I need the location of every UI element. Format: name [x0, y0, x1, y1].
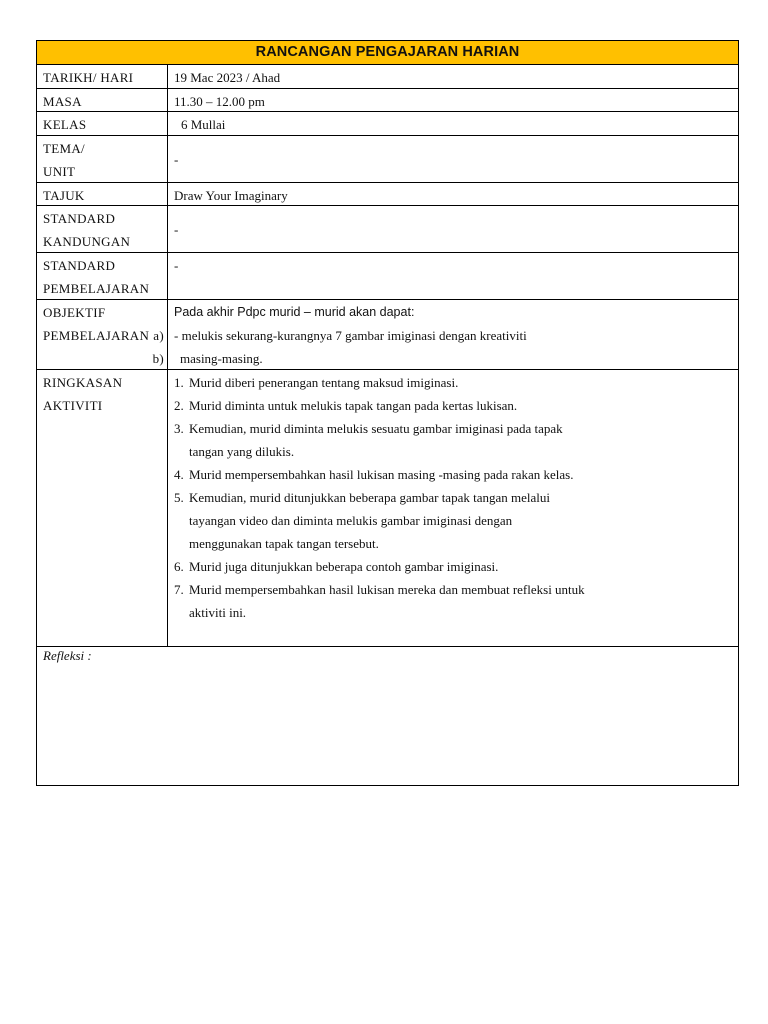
- row-masa: [37, 89, 738, 112]
- objektif-label-line-1: OBJEKTIF: [43, 305, 106, 320]
- activity-step-number: 3.: [174, 421, 184, 436]
- tema-label-line-2: UNIT: [43, 164, 76, 179]
- activity-step-line: [174, 417, 738, 440]
- activity-step-line: [174, 440, 738, 463]
- ringkasan-label-line-1: RINGKASAN: [43, 375, 123, 390]
- row-standard-kandungan: [37, 206, 738, 253]
- row-standard-pembelajaran: [37, 253, 738, 300]
- activity-steps-list: [174, 371, 738, 624]
- lesson-plan-table: [36, 40, 739, 786]
- standard-pembelajaran-label-line-2: PEMBELAJARAN: [43, 281, 150, 296]
- tajuk-value: Draw Your Imaginary: [174, 188, 288, 203]
- activity-step-number: 5.: [174, 490, 184, 505]
- row-tema: [37, 136, 738, 183]
- ringkasan-label: [37, 370, 168, 646]
- activity-step-number: [174, 509, 189, 532]
- tarikh-label: TARIKH/ HARI: [37, 65, 168, 88]
- activity-step-number: [174, 440, 189, 463]
- standard-pembelajaran-label-line-1: STANDARD: [43, 258, 116, 273]
- activity-step-line: [174, 463, 738, 486]
- row-tajuk: [37, 183, 738, 206]
- activity-step-number: 6.: [174, 559, 184, 574]
- kelas-label: KELAS: [37, 112, 168, 135]
- activity-step-line: [174, 532, 738, 555]
- activity-step-text: Murid mempersembahkan hasil lukisan masing -masing pada rakan kelas.: [189, 467, 574, 482]
- activity-step-text: tangan yang dilukis.: [189, 444, 295, 459]
- activity-step-text: Murid diminta untuk melukis tapak tangan pada kertas lukisan.: [189, 398, 518, 413]
- activity-step-number: [174, 601, 189, 624]
- activity-step-text: Kemudian, murid diminta melukis sesuatu gambar imiginasi pada tapak: [189, 421, 563, 436]
- activity-step-text: Kemudian, murid ditunjukkan beberapa gambar tapak tangan melalui: [189, 490, 550, 505]
- row-objektif: [37, 300, 738, 370]
- activity-step-line: [174, 601, 738, 624]
- objektif-line-2: masing-masing.: [180, 351, 263, 366]
- activity-step-line: [174, 509, 738, 532]
- objektif-line-1: - melukis sekurang-kurangnya 7 gambar imiginasi dengan kreativiti: [174, 328, 527, 343]
- standard-pembelajaran-label: [37, 253, 168, 299]
- masa-value: 11.30 – 12.00 pm: [174, 94, 265, 109]
- objektif-label: [37, 300, 168, 369]
- tema-value: [168, 136, 738, 182]
- activity-step-number: 2.: [174, 398, 184, 413]
- tema-value-text: -: [174, 151, 179, 167]
- standard-kandungan-label: [37, 206, 168, 252]
- activity-step-text: Murid juga ditunjukkan beberapa contoh gambar imiginasi.: [189, 559, 499, 574]
- activity-step-line: [174, 578, 738, 601]
- row-ringkasan: [37, 370, 738, 647]
- kelas-value: 6 Mullai: [181, 117, 226, 132]
- tema-label-line-1: TEMA/: [43, 141, 85, 156]
- activity-step-text: Murid diberi penerangan tentang maksud imiginasi.: [189, 375, 459, 390]
- activity-step-number: 4.: [174, 467, 184, 482]
- objektif-marker-b: b): [152, 351, 164, 366]
- activity-step-text: aktiviti ini.: [189, 605, 247, 620]
- activity-step-number: 1.: [174, 375, 184, 390]
- activity-step-text: Murid mempersembahkan hasil lukisan mereka dan membuat refleksi untuk: [189, 582, 585, 597]
- ringkasan-value: [168, 370, 738, 646]
- activity-step-number: [174, 532, 189, 555]
- standard-kandungan-label-line-2: KANDUNGAN: [43, 234, 131, 249]
- activity-step-line: [174, 394, 738, 417]
- standard-kandungan-value: [168, 206, 738, 252]
- objektif-value: [168, 300, 738, 369]
- refleksi-box: [37, 647, 738, 785]
- ringkasan-label-line-2: AKTIVITI: [43, 398, 103, 413]
- activity-step-line: [174, 371, 738, 394]
- standard-pembelajaran-value: -: [174, 258, 179, 273]
- row-tarikh: [37, 65, 738, 89]
- standard-kandungan-label-line-1: STANDARD: [43, 211, 116, 226]
- refleksi-label: Refleksi :: [43, 648, 92, 663]
- tajuk-label: TAJUK: [37, 183, 168, 205]
- activity-step-number: 7.: [174, 582, 184, 597]
- objektif-marker-a: a): [153, 328, 164, 343]
- objektif-markers: [153, 324, 164, 370]
- objektif-intro: Pada akhir Pdpc murid – murid akan dapat:: [174, 305, 415, 319]
- tarikh-value: 19 Mac 2023 / Ahad: [174, 70, 281, 85]
- page-title: RANCANGAN PENGAJARAN HARIAN: [37, 41, 738, 65]
- standard-kandungan-value-text: -: [174, 221, 179, 237]
- activity-step-text: tayangan video dan diminta melukis gambar imiginasi dengan: [189, 513, 513, 528]
- objektif-label-line-2: PEMBELAJARAN: [43, 328, 150, 343]
- masa-label: MASA: [37, 89, 168, 111]
- row-kelas: [37, 112, 738, 136]
- activity-step-line: [174, 486, 738, 509]
- tema-label: [37, 136, 168, 182]
- activity-step-text: menggunakan tapak tangan tersebut.: [189, 536, 379, 551]
- activity-step-line: [174, 555, 738, 578]
